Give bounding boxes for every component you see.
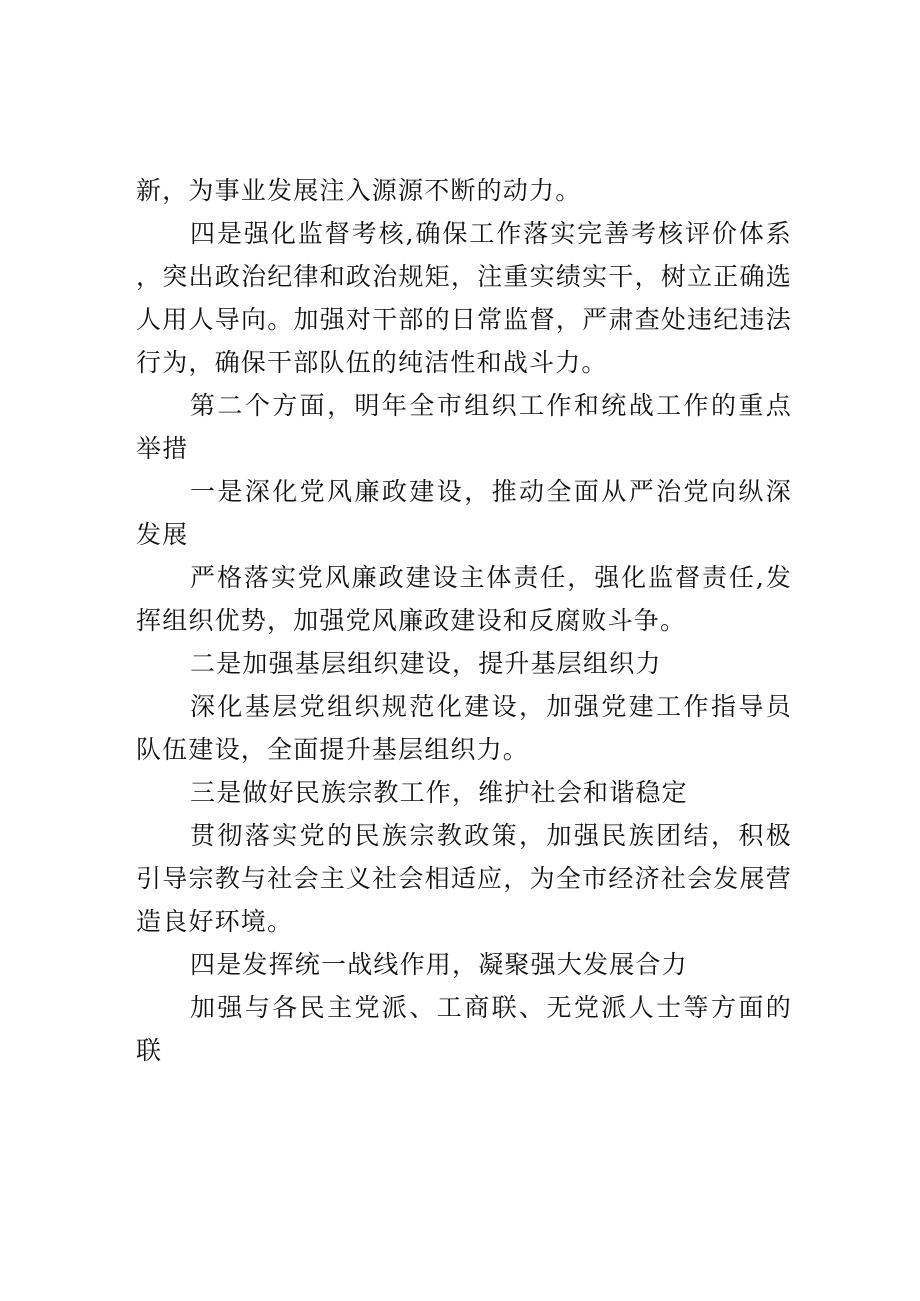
item-heading-three: 三是做好民族宗教工作，维护社会和谐稳定 <box>190 778 688 807</box>
paragraph-continuation: 新，为事业发展注入源源不断的动力。 <box>136 176 582 205</box>
item-body-one: 严格落实党风廉政建设主体责任，强化监督责任,发挥组织优势，加强党风廉政建设和反腐败斗争。 <box>136 563 792 635</box>
document-body <box>136 169 792 1072</box>
section-heading-second-aspect: 第二个方面，明年全市组织工作和统战工作的重点举措 <box>136 391 792 463</box>
item-body-four: 加强与各民主党派、工商联、无党派人士等方面的联 <box>136 993 792 1065</box>
item-heading-one: 一是深化党风廉政建设，推动全面从严治党向纵深发展 <box>136 477 792 549</box>
paragraph-supervision: 四是强化监督考核,确保工作落实完善考核评价体系，突出政治纪律和政治规矩，注重实绩实干，树立正确选人用人导向。加强对干部的日常监督，严肃查处违纪违法行为，确保干部队伍的纯洁性和战斗力。 <box>136 219 792 377</box>
item-heading-four: 四是发挥统一战线作用，凝聚强大发展合力 <box>190 950 688 979</box>
item-body-two: 深化基层党组织规范化建设，加强党建工作指导员队伍建设，全面提升基层组织力。 <box>136 692 792 764</box>
item-body-three: 贯彻落实党的民族宗教政策，加强民族团结，积极引导宗教与社会主义社会相适应，为全市经济社会发展营造良好环境。 <box>136 821 792 936</box>
item-heading-two: 二是加强基层组织建设，提升基层组织力 <box>190 649 662 678</box>
